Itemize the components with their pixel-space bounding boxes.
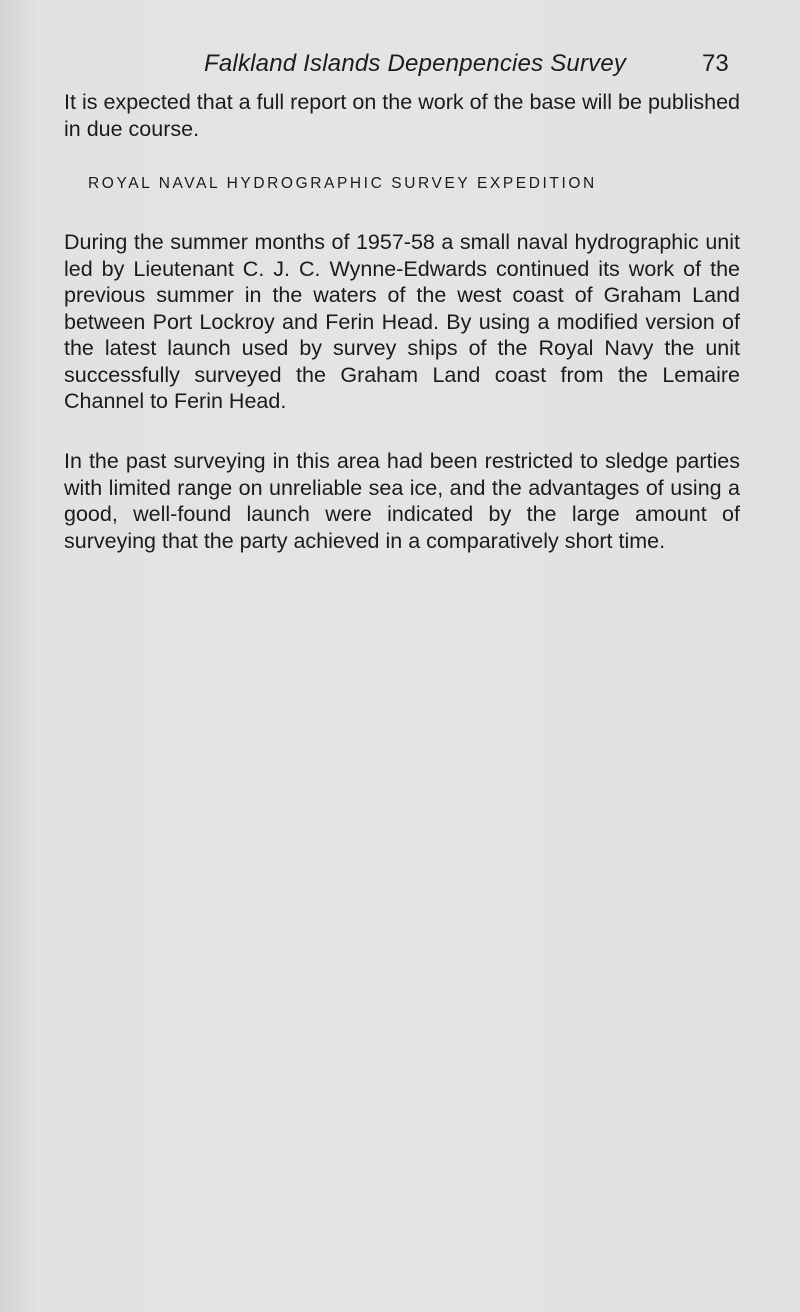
running-title: Falkland Islands Depenpencies Survey [204, 50, 627, 77]
page-number: 73 [702, 50, 729, 77]
intro-paragraph: It is expected that a full report on the work of the base will be published in due course. [64, 90, 740, 141]
body-paragraph-2: In the past surveying in this area had been restricted to sledge parties with limited range on unreliable sea ice, and the advantages of using a good, well-found launch were indicated by the large amount of surveying that the party achieved in a comparatively short time. [64, 449, 740, 553]
section-heading: ROYAL NAVAL HYDROGRAPHIC SURVEY EXPEDITION [88, 175, 597, 192]
body-paragraph-1: During the summer months of 1957-58 a small naval hydrographic unit led by Lieutenant C. J. C. Wynne-Edwards continued its work of the previous summer in the waters of the west coast of Graham Land between Port Lockroy and Ferin Head. By using a modified version of the latest launch used by survey ships of the Royal Navy the unit successfully surveyed the Graham Land coast from the Lemaire Channel to Ferin Head. [64, 230, 740, 413]
